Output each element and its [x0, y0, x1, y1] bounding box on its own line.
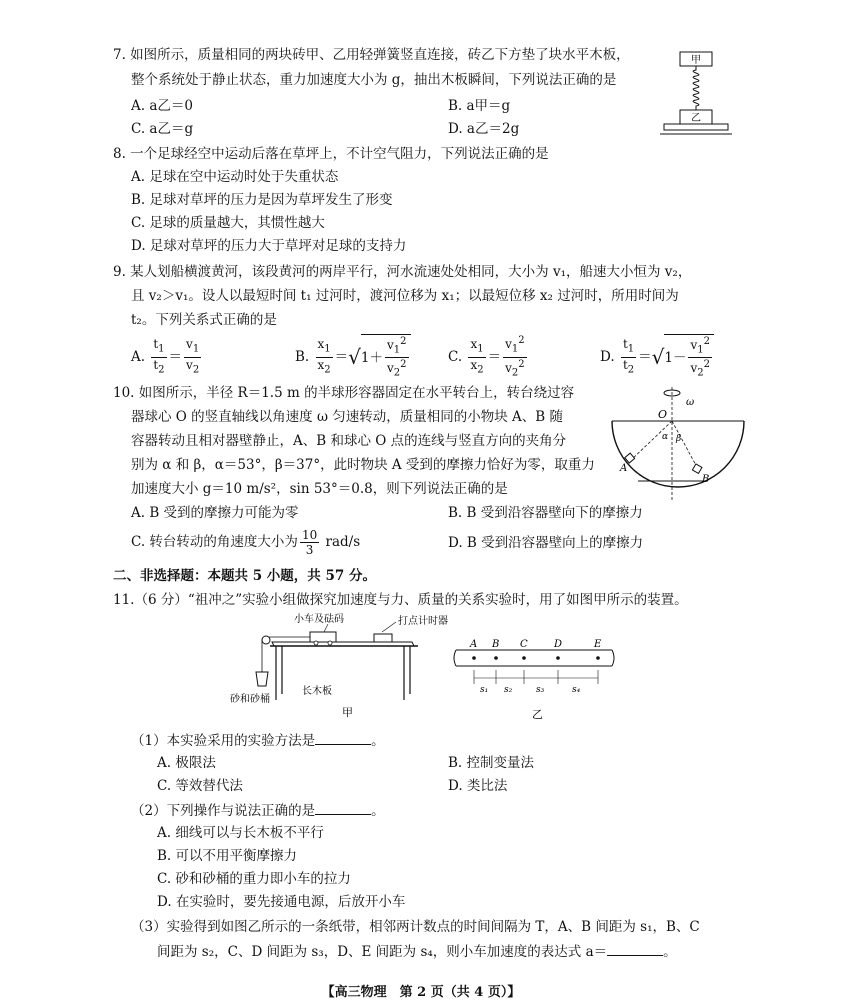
fraction-denominator: 3 [305, 542, 314, 557]
q10-hemisphere-figure [608, 385, 758, 503]
q11-part3-line2 [157, 941, 677, 962]
point-a-label: A [470, 639, 478, 650]
q9-option-d: D. $\frac{t_1}{t_2}$ ＝ √ 1－ $\frac{v_1^2}{v_2^2}$ [600, 342, 714, 372]
block-a-label: A [620, 463, 628, 474]
answer-blank[interactable] [607, 941, 663, 956]
fraction: $\frac{v_1^2}{v_2^2}$ [690, 335, 711, 379]
q7-spring-figure [660, 48, 732, 138]
q7-option-b: B. a甲＝g [448, 98, 511, 114]
q10-stem-line2: 器球心 O 的竖直轴线以角速度 ω 匀速转动，质量相同的小物块 A、B 随 [131, 409, 563, 425]
q10-stem-line5: 加速度大小 g＝10 m/s²，sin 53°＝0.8，则下列说法正确的是 [131, 481, 508, 497]
fraction: $\frac{x_1}{x_2}$ [317, 337, 331, 375]
q11-part1-option-c: C. 等效替代法 [157, 778, 243, 794]
tape-dot-e [596, 656, 600, 660]
point-c-label: C [520, 639, 528, 650]
tape-dot-c [522, 656, 526, 660]
q8-stem: 8. 一个足球经空中运动后落在草坪上，不计空气阻力，下列说法正确的是 [113, 146, 549, 162]
fraction: $\frac{v_1^2}{v_2^2}$ [505, 335, 525, 378]
bucket-label: 砂和砂桶 [230, 694, 270, 705]
omega-label: ω [686, 397, 695, 408]
figure-yi-caption: 乙 [532, 708, 543, 721]
fraction: $\frac{v_1^2}{v_2^2}$ [387, 335, 407, 379]
board-label: 长木板 [302, 686, 332, 697]
q7-stem-line1: 7. 如图所示，质量相同的两块砖甲、乙用轻弹簧竖直连接，砖乙下方垫了块水平木板， [113, 47, 630, 63]
q8-option-d: D. 足球对草坪的压力大于草坪对足球的支持力 [131, 238, 407, 254]
q11-part1-option-d: D. 类比法 [448, 778, 508, 794]
q10-stem-line1: 10. 如图所示，半径 R＝1.5 m 的半球形容器固定在水平转台上，转台绕过容 [113, 385, 575, 401]
q9-option-b-letter: B. [295, 349, 310, 365]
q7-option-d: D. a乙＝2g [448, 121, 520, 137]
q11-part1-period: 。 [371, 733, 385, 749]
q11-part2 [131, 800, 385, 821]
q8-option-b: B. 足球对草坪的压力是因为草坪发生了形变 [131, 192, 393, 208]
alpha-label: α [662, 432, 669, 442]
q10-option-b: B. B 受到沿容器壁向下的摩擦力 [448, 505, 643, 521]
q10-option-a: A. B 受到的摩擦力可能为零 [131, 505, 299, 521]
q9-option-d-letter: D. [600, 349, 615, 365]
tape-dot-b [494, 656, 498, 660]
spring [693, 66, 699, 110]
section-two-heading: 二、非选择题：本题共 5 小题，共 57 分。 [113, 568, 376, 584]
timer-leader [382, 622, 396, 632]
car-label: 小车及砝码 [294, 614, 344, 625]
q7-stem-line2: 整个系统处于静止状态，重力加速度大小为 g，抽出木板瞬间，下列说法正确的是 [131, 72, 617, 88]
sand-bucket [256, 672, 268, 686]
fraction: $\frac{t_1}{t_2}$ [622, 337, 635, 375]
timer-label: 打点计时器 [398, 616, 448, 627]
hemisphere-container [612, 421, 744, 487]
answer-blank[interactable] [315, 730, 371, 745]
seg-s1-label: s₁ [480, 685, 489, 695]
q11-part3-line1: （3）实验得到如图乙所示的一条纸带，相邻两计数点的时间间隔为 T，A、B 间距为 s₁，B、C [131, 919, 700, 935]
q10-stem-line3: 容器转动且相对器壁静止，A、B 和球心 O 点的连线与竖直方向的夹角分 [131, 433, 567, 449]
pulley [262, 636, 270, 644]
page-footer: 【高三物理 第 2 页（共 4 页）】 [321, 985, 521, 1000]
q10-stem-line4: 别为 α 和 β，α＝53°，β＝37°，此时物块 A 受到的摩擦力恰好为零，取重力 [131, 457, 595, 473]
q9-stem-line1: 9. 某人划船横渡黄河，该段黄河的两岸平行，河水流速处处相同，大小为 v₁，船速大小恒为 v₂， [113, 264, 692, 280]
fraction: $\frac{t_1}{t_2}$ [153, 337, 165, 375]
point-b-label: B [492, 639, 500, 650]
brick-yi-label: 乙 [691, 113, 701, 124]
tape-dot-d [556, 656, 560, 660]
q9-option-b: B. $\frac{x_1}{x_2}$ ＝ √ 1＋ $\frac{v_1^2}{v_2^2}$ [295, 342, 411, 372]
q11-part1-option-b: B. 控制变量法 [448, 755, 535, 771]
fraction [300, 528, 319, 557]
q9-option-a-letter: A. [131, 349, 146, 365]
block-b-label: B [702, 474, 710, 485]
center-o-label: O [658, 408, 668, 421]
paper-tape [456, 650, 612, 666]
q9-stem-line3: t₂。下列关系式正确的是 [131, 312, 277, 328]
q11-part3-text: 间距为 s₂，C、D 间距为 s₃，D、E 间距为 s₄，则小车加速度的表达式 a＝ [157, 944, 608, 960]
q9-stem-line2: 且 v₂＞v₁。设人以最短时间 t₁ 过河时，渡河位移为 x₁；以最短位移 x₂ 过河时，所用时间为 [131, 288, 679, 304]
tape-dot-a [472, 656, 476, 660]
fraction-numerator: 10 [301, 527, 318, 542]
tape-break-icon [454, 650, 614, 666]
q11-figure-yi [450, 636, 620, 724]
q11-part1-option-a: A. 极限法 [157, 755, 216, 771]
line-ob [672, 421, 698, 469]
figure-jia-caption: 甲 [342, 706, 353, 719]
fraction: $\frac{x_1}{x_2}$ [470, 337, 484, 375]
seg-s4-label: s₄ [572, 685, 581, 695]
cart-wheel [328, 641, 332, 645]
wood-board [664, 124, 728, 130]
q9-option-c-letter: C. [448, 349, 463, 365]
beta-label: β [676, 434, 682, 444]
seg-s2-label: s₂ [504, 685, 513, 695]
block-b [692, 464, 702, 474]
q8-option-c: C. 足球的质量越大，其惯性越大 [131, 215, 325, 231]
q9-option-c: C. $\frac{x_1}{x_2}$ ＝ $\frac{v_1^2}{v_2^2}$ [448, 335, 525, 378]
seg-s3-label: s₃ [536, 685, 545, 695]
q10-option-d: D. B 受到沿容器壁向上的摩擦力 [448, 535, 644, 551]
q11-part1-text: （1）本实验采用的实验方法是 [131, 733, 316, 749]
q7-option-a: A. a乙＝0 [131, 98, 193, 114]
q11-part2-option-c: C. 砂和砂桶的重力即小车的拉力 [157, 871, 351, 887]
q10-option-c-unit: rad/s [325, 534, 361, 550]
cart-wheel [314, 641, 318, 645]
answer-blank[interactable] [315, 800, 371, 815]
q11-stem: 11.（6 分）“祖冲之”实验小组做探究加速度与力、质量的关系实验时，用了如图甲所示的装置。 [113, 592, 688, 608]
q11-part2-period: 。 [371, 803, 385, 819]
spark-timer [374, 634, 392, 642]
tape-points [472, 656, 600, 660]
brick-jia-label: 甲 [691, 55, 701, 66]
fraction: $\frac{v_1}{v_2}$ [186, 337, 200, 375]
q10-option-c-text: C. 转台转动的角速度大小为 [131, 534, 298, 550]
q8-option-a: A. 足球在空中运动时处于失重状态 [131, 169, 339, 185]
q11-part2-option-d: D. 在实验时，要先接通电源，后放开小车 [157, 894, 406, 910]
q7-option-c: C. a乙＝g [131, 121, 194, 137]
point-d-label: D [554, 639, 563, 650]
cart [310, 632, 336, 642]
q11-part2-text: （2）下列操作与说法正确的是 [131, 803, 316, 819]
q11-part1 [131, 730, 385, 751]
q11-part3-period: 。 [663, 944, 677, 960]
q11-figure-jia [222, 612, 452, 722]
q10-option-c [131, 527, 360, 557]
q11-part2-option-a: A. 细线可以与长木板不平行 [157, 825, 324, 841]
q11-part2-option-b: B. 可以不用平衡摩擦力 [157, 848, 298, 864]
q9-option-a: A. $\frac{t_1}{t_2}$ ＝ $\frac{v_1}{v_2}$ [131, 337, 200, 375]
point-e-label: E [594, 639, 602, 650]
